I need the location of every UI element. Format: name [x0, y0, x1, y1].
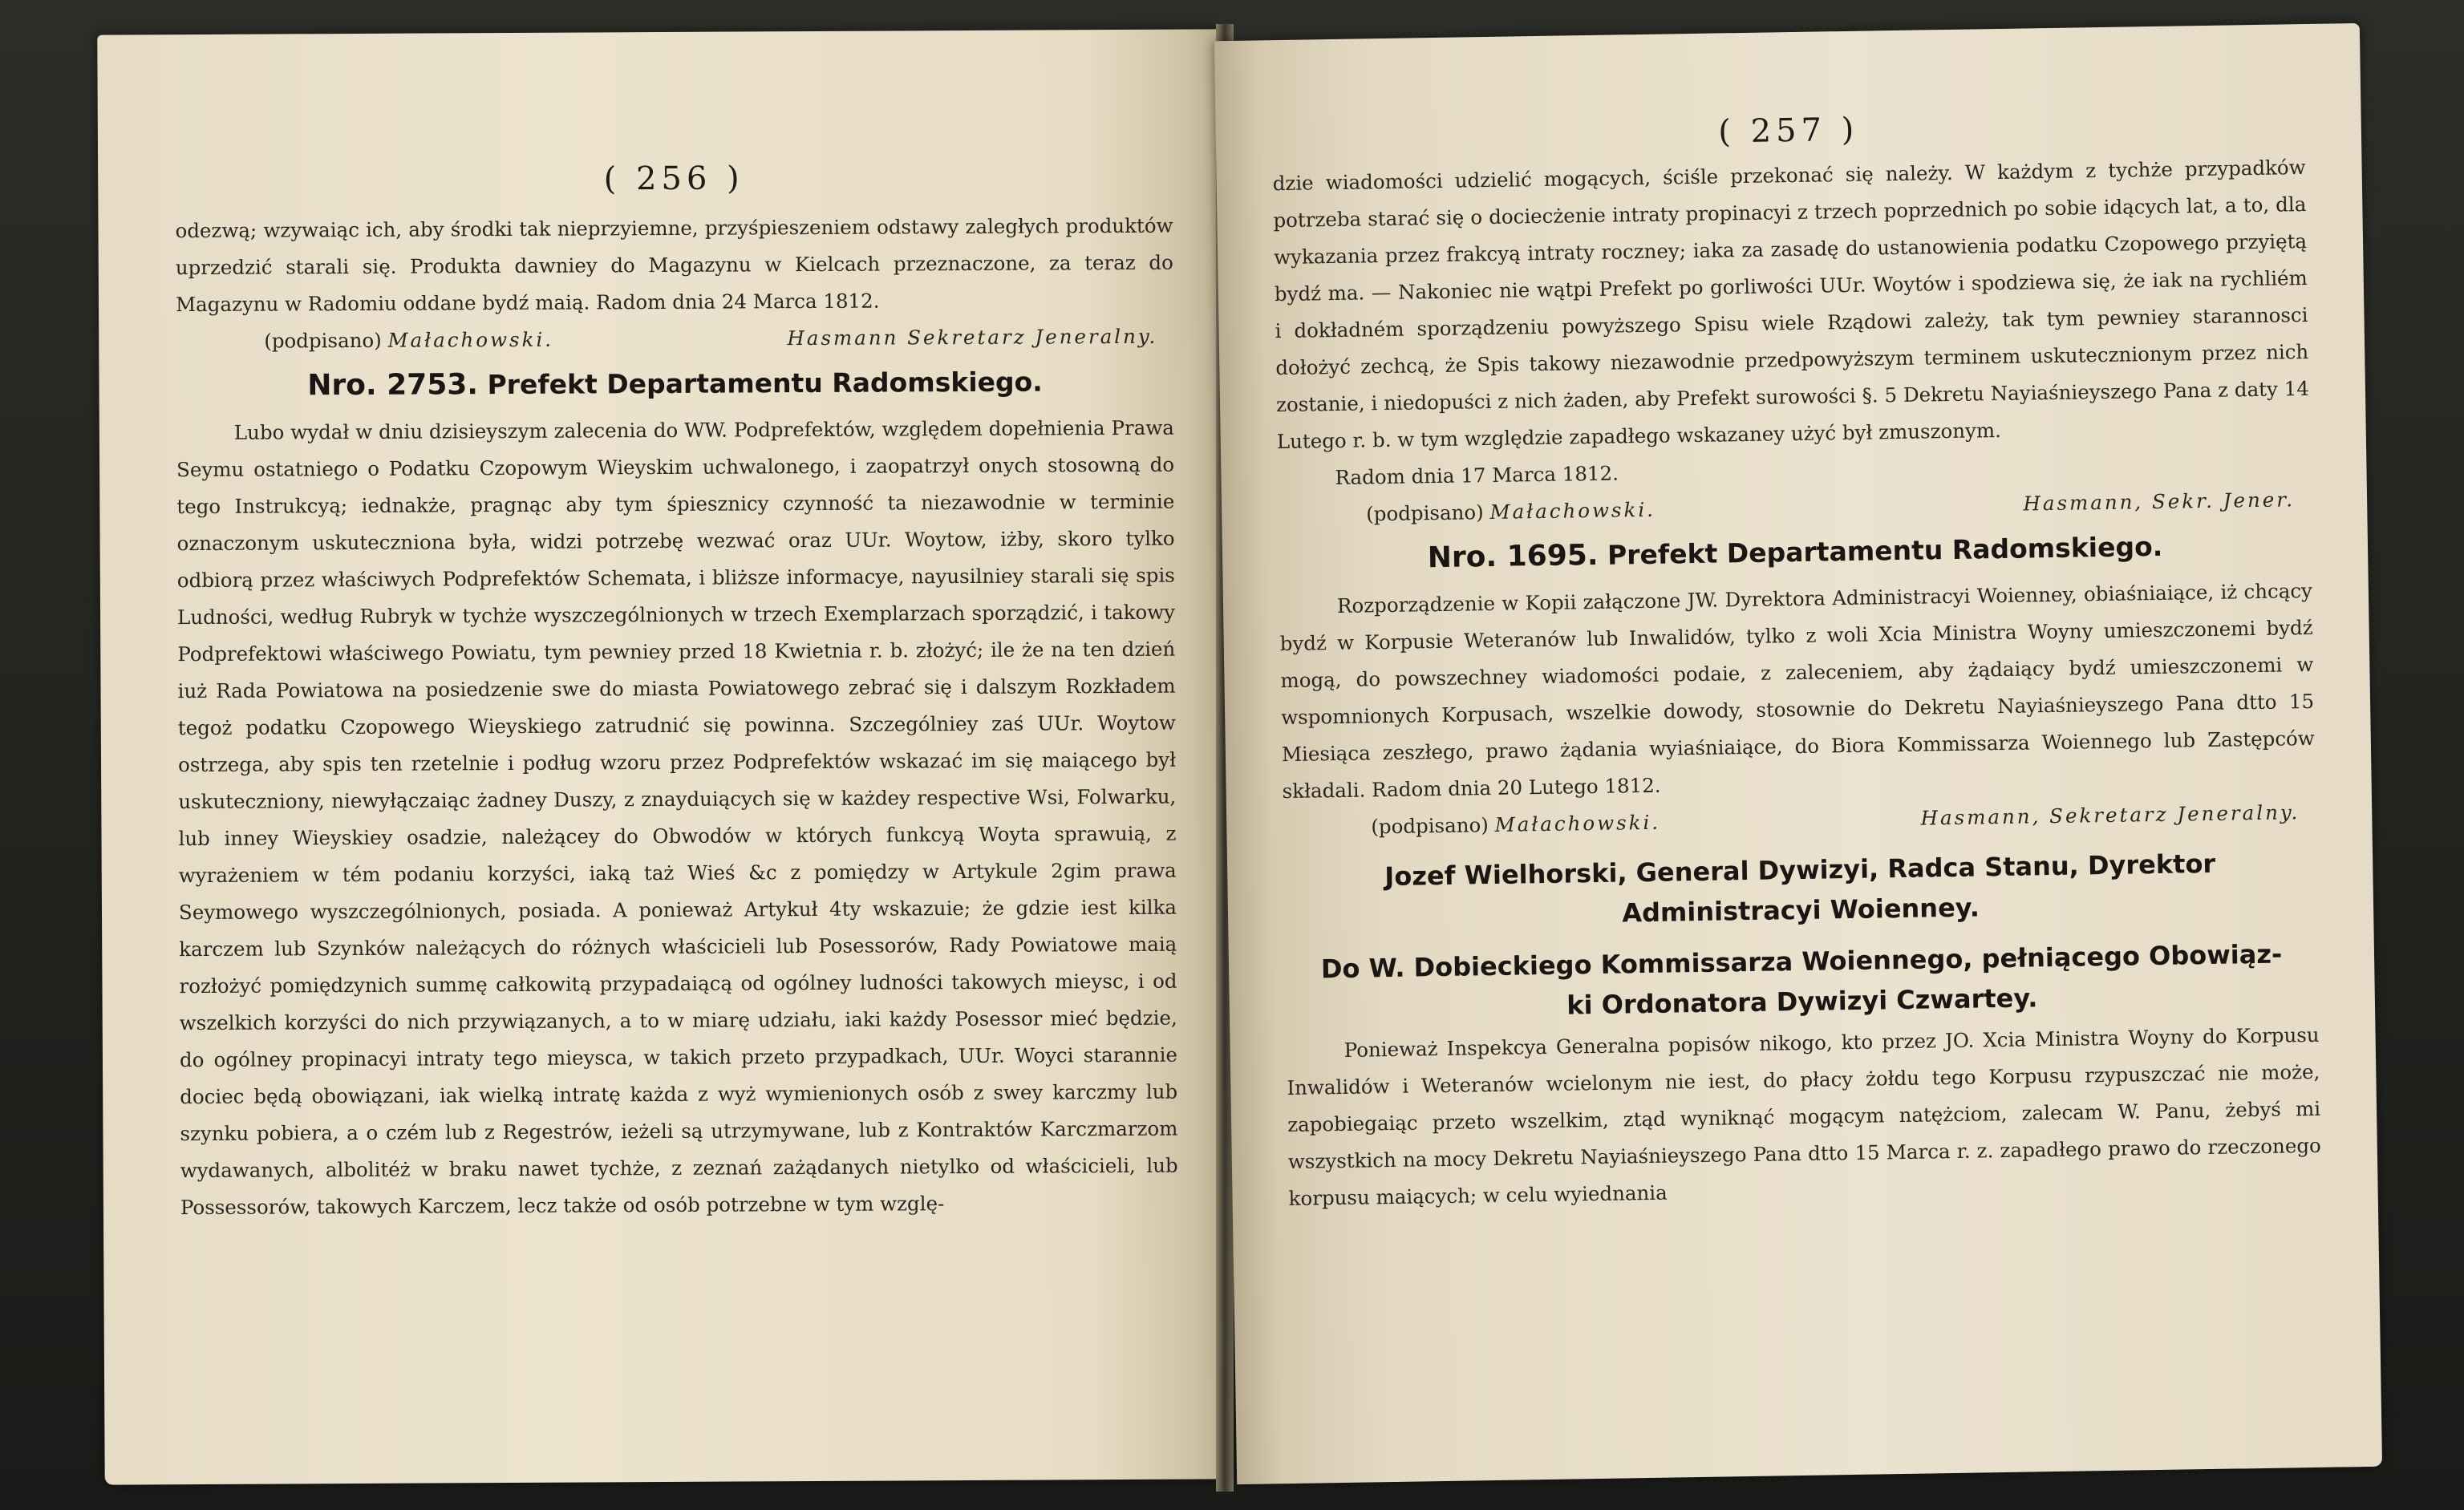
signature-line: [176, 318, 1173, 361]
continuation-paragraph: dzie wiadomości udzielić mogących, ściśle przekonać się należy. W każdym z tychże przypadków potrzeba starać się o dociecżenie intraty propinacyi z trzech poprzednich po sobie idących lat, a to, dla wykazania przez frakcyą intraty roczney; iaka za zasadę do ustanowienia podatku Czopowego przyiętą bydź ma. — Nakoniec nie wątpi Prefekt po gorliwości UUr. Woytów i spodziewa się, że iak na rychliém i dokładném sporządzeniu powyższego Spisu wiele Rządowi zależy, tak tym pewniey starannosci dołożyć zechcą, że Spis takowy niezawodnie przedpowyższym terminem uskutecznionym przez nich zostanie, i niedopuści z nich żaden, aby Prefekt surowości §. 5 Dekretu Nayiaśnieyszego Pana z daty 14 Lutego r. b. w tym względzie zapadłego wskazaney użyć był zmuszonym.: [1272, 155, 2310, 454]
director-heading-line2: Administracyi Woienney.: [1622, 892, 1980, 929]
page-number: ( 256 ): [603, 160, 744, 198]
decree-title: Prefekt Departamentu Radomskiego.: [487, 366, 1043, 401]
right-page: [1214, 23, 2382, 1484]
decree-title: Prefekt Departamentu Radomskiego.: [1607, 530, 2163, 571]
signature-name: Małachowski.: [1489, 497, 1656, 524]
letter-body: Ponieważ Inspekcya Generalna popisów nikogo, kto przez JO. Xcia Ministra Woyny do Korpusu Inwalidów i Weteranów wcielonym nie iest, do płacy żołdu tego Korpusu rzypuszczać nie może, zapobiegaiąc przeto wszelkim, ztąd wyniknąć mogącym natężciom, zalecam W. Panu, żebyś mi wszystkich na mocy Dekretu Nayiaśnieyszego Pana dtto 15 Marca r. z. zapadłego prawo do rzeczonego korpusu maiących; w celu wyiednania: [1287, 1022, 2321, 1211]
top-paragraph: odezwą; wzywaiąc ich, aby środki tak nieprzyiemne, przyśpieszeniem odstawy zaległych produktów uprzedzić starali się. Produkta dawniey do Magazynu w Kielcach przeznaczone, za teraz do Magazynu w Radomiu oddane bydź maią. Radom dnia 24 Marca 1812.: [175, 213, 1173, 317]
director-heading-line1: Jozef Wielhorski, General Dywizyi, Radca Stanu, Dyrektor: [1384, 848, 2216, 893]
secretary-signature: Hasmann Sekretarz Jeneralny.: [787, 324, 1158, 350]
addressee-heading: [1285, 933, 2319, 1030]
date-line: Radom dnia 17 Marca 1812.: [1335, 461, 1619, 490]
secretary-signature: Hasmann, Sekretarz Jeneralny.: [1920, 800, 2300, 830]
signature-label: (podpisano): [264, 328, 382, 353]
decree-number: Nro. 1695.: [1427, 538, 1599, 575]
decree-number: Nro. 2753.: [307, 368, 479, 403]
secretary-signature: Hasmann, Sekr. Jener.: [2023, 488, 2296, 516]
addressee-heading-line1: Do W. Dobieckiego Kommissarza Woiennego, pełniącego Obowiąz-: [1320, 938, 2283, 985]
signature-label: (podpisano): [1366, 500, 1484, 526]
signature-name: Małachowski.: [387, 327, 554, 352]
addressee-heading-line2: ki Ordonatora Dywizyi Czwartey.: [1566, 982, 2038, 1021]
left-page: [97, 29, 1227, 1484]
signature-label: (podpisano): [1371, 813, 1489, 839]
decree-body: Lubo wydał w dniu dzisieyszym zalecenia do WW. Podprefektów, względem dopełnienia Prawa Seymu ostatniego o Podatku Czopowym Wieyskim uchwalonego, i zaopatrzył onych stosowną do tego Instrukcyą; iednakże, pragnąc aby tym śpiesznicy czynność ta niezawodnie w terminie oznaczonym uskuteczniona była, widzi potrzebę wezwać oraz UUr. Woytow, iżby, skoro tylko odbiorą przez właściwych Podprefektów Schemata, i bliższe informacye, nayusilniey starali się spis Ludności, według Rubryk w tychże wyszczególnionych w trzech Exemplarzach sporządzić, i takowy Podprefektowi właściwego Powiatu, tym pewniey przed 18 Kwietnia r. b. złożyć; ile że na ten dzień iuż Rada Powiatowa na posiedzenie swe do miasta Powiatowego zebrać się i dalszym Rozkładem tegoż podatku Czopowego Wieyskiego zatrudnić się powinna. Szczególniey zaś UUr. Woytow ostrzega, aby spis ten rzetelnie i podług wzoru przez Podprefektów wskazać im się maiącego był uskuteczniony, niewyłączaiąc żadney Duszy, z znayduiących się w każdey respective Wsi, Folwarku, lub inney Wieyskiey osadzie, należącey do Obwodów w których funkcyą Woyta sprawuią, z wyrażeniem w tém podaniu korzyści, iaką taż Wieś &c z pomiędzy w Artykule 2gim prawa Seymowego wyszczególnionych, posiada. A ponieważ Artykuł 4ty wskazuie; że gdzie iest kilka karczem lub Szynków należących do różnych właścicieli lub Posessorów, Rady Powiatowe maią rozłożyć pomiędzynich summę całkowitą przypadaiącą od ogólney ludności takowych mieysc, i od wszelkich korzyści do nich przywiązanych, a to w miarę udziału, iaki każdy Posessor mieć będzie, do ogólney propinacyi intraty tego mieysca, w takich przeto przypadkach, UUr. Woyci starannie dociec będą obowiązani, iak wielką intratę każda z wyż wymienionych osób z swey karczmy lub szynku pobiera, a o czém lub z Regestrów, ieżeli są utrzymywane, lub z Kontraktów Karczmarzom wydawanych, albolitéż w braku nawet tychże, z zeznań zażądanych nietylko od właścicieli, lub Possessorów, takowych Karczem, lecz także od osób potrzebne w tym wzglę-: [176, 415, 1178, 1220]
decree-body: Rozporządzenie w Kopii załączone JW. Dyrektora Administracyi Woienney, obiaśniaiące, iż chcący bydź w Korpusie Weteranów lub Inwalidów, tylko z woli Xcia Ministra Woyny umieszczonemi bydź mogą, do powszechney wiadomości podaie, z zaleceniem, aby żądaiący bydź umieszczonemi w wspomnionych Korpusach, wszelkie dowody, stosownie do Dekretu Nayiaśnieyszego Pana dtto 15 Miesiąca zeszłego, prawo żądania wyiaśniaiące, do Biora Kommissarza Woiennego lub Zastępców składali. Radom dnia 20 Lutego 1812.: [1279, 578, 2315, 804]
decree-heading: [176, 358, 1173, 411]
signature-name: Małachowski.: [1494, 810, 1661, 836]
director-heading: [1283, 842, 2317, 938]
page-number: ( 257 ): [1717, 111, 1859, 151]
